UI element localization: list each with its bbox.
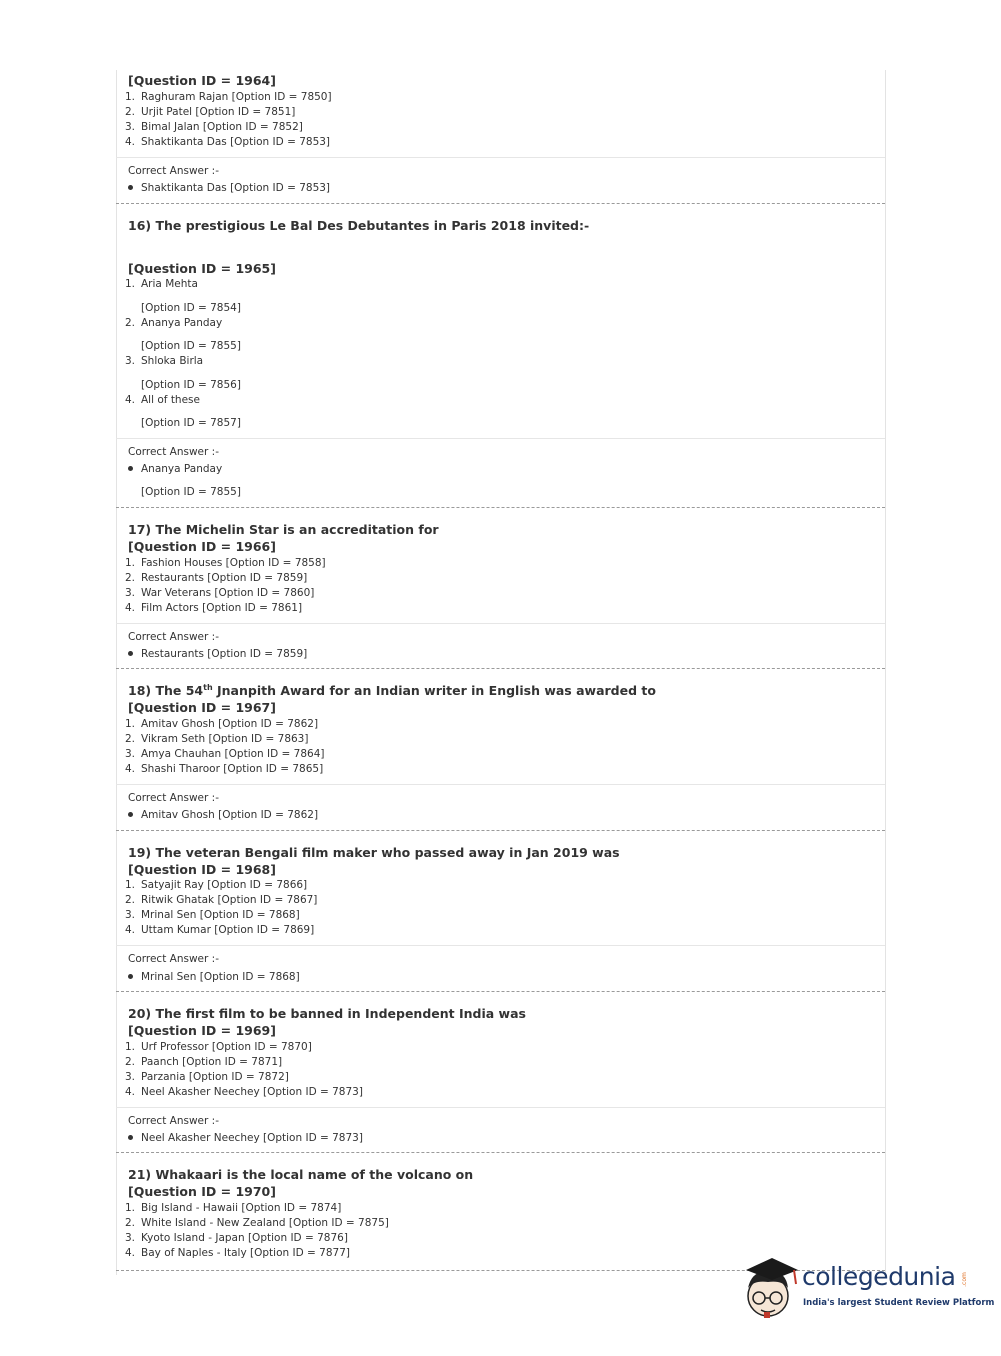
divider [116,784,885,785]
question-id: [Question ID = 1965] [128,261,276,276]
correct-answer-label: Correct Answer :- [128,953,219,965]
correct-answer: Shaktikanta Das [Option ID = 7853] [128,182,330,194]
question-separator [116,830,885,831]
correct-answer-label: Correct Answer :- [128,1115,219,1127]
option: 2. Urjit Patel [Option ID = 7851] [125,106,296,118]
option-id: [Option ID = 7854] [141,302,241,314]
logo-domain: .com [960,1272,968,1287]
divider [116,945,885,946]
question-id: [Question ID = 1970] [128,1184,276,1199]
question-id: [Question ID = 1966] [128,539,276,554]
question-separator [116,991,885,992]
question-title: 21) Whakaari is the local name of the volcano on [128,1167,474,1182]
option: 2. Restaurants [Option ID = 7859] [125,572,308,584]
option: 3. Amya Chauhan [Option ID = 7864] [125,748,325,760]
option: 1. Raghuram Rajan [Option ID = 7850] [125,91,332,103]
bullet-icon [128,651,133,656]
question-title: 20) The first film to be banned in Independent India was [128,1006,526,1021]
bullet-icon [128,812,133,817]
option-id: [Option ID = 7855] [141,486,241,498]
option: 2. Ritwik Ghatak [Option ID = 7867] [125,894,318,906]
bullet-icon [128,974,133,979]
option: 2. Vikram Seth [Option ID = 7863] [125,733,309,745]
question-id: [Question ID = 1969] [128,1023,276,1038]
option: 1. Satyajit Ray [Option ID = 7866] [125,879,308,891]
question-id: [Question ID = 1964] [128,73,276,88]
question-separator [116,507,885,508]
divider [116,438,885,439]
correct-answer-label: Correct Answer :- [128,165,219,177]
option-id: [Option ID = 7857] [141,417,241,429]
correct-answer-label: Correct Answer :- [128,631,219,643]
option: 1. Amitav Ghosh [Option ID = 7862] [125,718,319,730]
option: 1. Urf Professor [Option ID = 7870] [125,1041,312,1053]
question-title: 19) The veteran Bengali film maker who passed away in Jan 2019 was [128,845,620,860]
option: 2. Paanch [Option ID = 7871] [125,1056,283,1068]
option: 2. Ananya Panday [125,317,223,329]
option: 4. Uttam Kumar [Option ID = 7869] [125,924,315,936]
correct-answer: Mrinal Sen [Option ID = 7868] [128,971,300,983]
divider [116,623,885,624]
question-title: 17) The Michelin Star is an accreditation for [128,522,439,537]
option: 3. Shloka Birla [125,355,204,367]
option: 2. White Island - New Zealand [Option ID = 7875] [125,1217,389,1229]
option: 3. Bimal Jalan [Option ID = 7852] [125,121,303,133]
logo-wordmark: collegedunia [802,1262,956,1291]
option-id: [Option ID = 7855] [141,340,241,352]
correct-answer: Amitav Ghosh [Option ID = 7862] [128,809,318,821]
option: 1. Fashion Houses [Option ID = 7858] [125,557,326,569]
correct-answer: Restaurants [Option ID = 7859] [128,648,307,660]
option: 3. War Veterans [Option ID = 7860] [125,587,315,599]
option: 4. Neel Akasher Neechey [Option ID = 7873] [125,1086,363,1098]
option: 3. Parzania [Option ID = 7872] [125,1071,289,1083]
divider [116,1107,885,1108]
question-id: [Question ID = 1968] [128,862,276,877]
correct-answer-label: Correct Answer :- [128,792,219,804]
divider [116,157,885,158]
option: 4. Shaktikanta Das [Option ID = 7853] [125,136,331,148]
option: 1. Aria Mehta [125,278,198,290]
question-separator [116,668,885,669]
question-title: 16) The prestigious Le Bal Des Debutantes in Paris 2018 invited:- [128,218,590,233]
option: 4. Shashi Tharoor [Option ID = 7865] [125,763,324,775]
option: 4. Bay of Naples - Italy [Option ID = 7877] [125,1247,350,1259]
option: 3. Kyoto Island - Japan [Option ID = 7876] [125,1232,348,1244]
correct-answer: Ananya Panday [128,463,222,475]
question-separator [116,1152,885,1153]
correct-answer-label: Correct Answer :- [128,446,219,458]
option: 4. All of these [125,394,200,406]
bullet-icon [128,466,133,471]
option: 1. Big Island - Hawaii [Option ID = 7874] [125,1202,342,1214]
question-separator [116,203,885,204]
bullet-icon [128,185,133,190]
correct-answer: Neel Akasher Neechey [Option ID = 7873] [128,1132,363,1144]
option: 4. Film Actors [Option ID = 7861] [125,602,303,614]
logo-tagline: India's largest Student Review Platform [803,1298,995,1308]
question-title: 18) The 54th Jnanpith Award for an Indian writer in English was awarded to [128,683,656,699]
option-id: [Option ID = 7856] [141,379,241,391]
question-id: [Question ID = 1967] [128,700,276,715]
bullet-icon [128,1135,133,1140]
option: 3. Mrinal Sen [Option ID = 7868] [125,909,300,921]
